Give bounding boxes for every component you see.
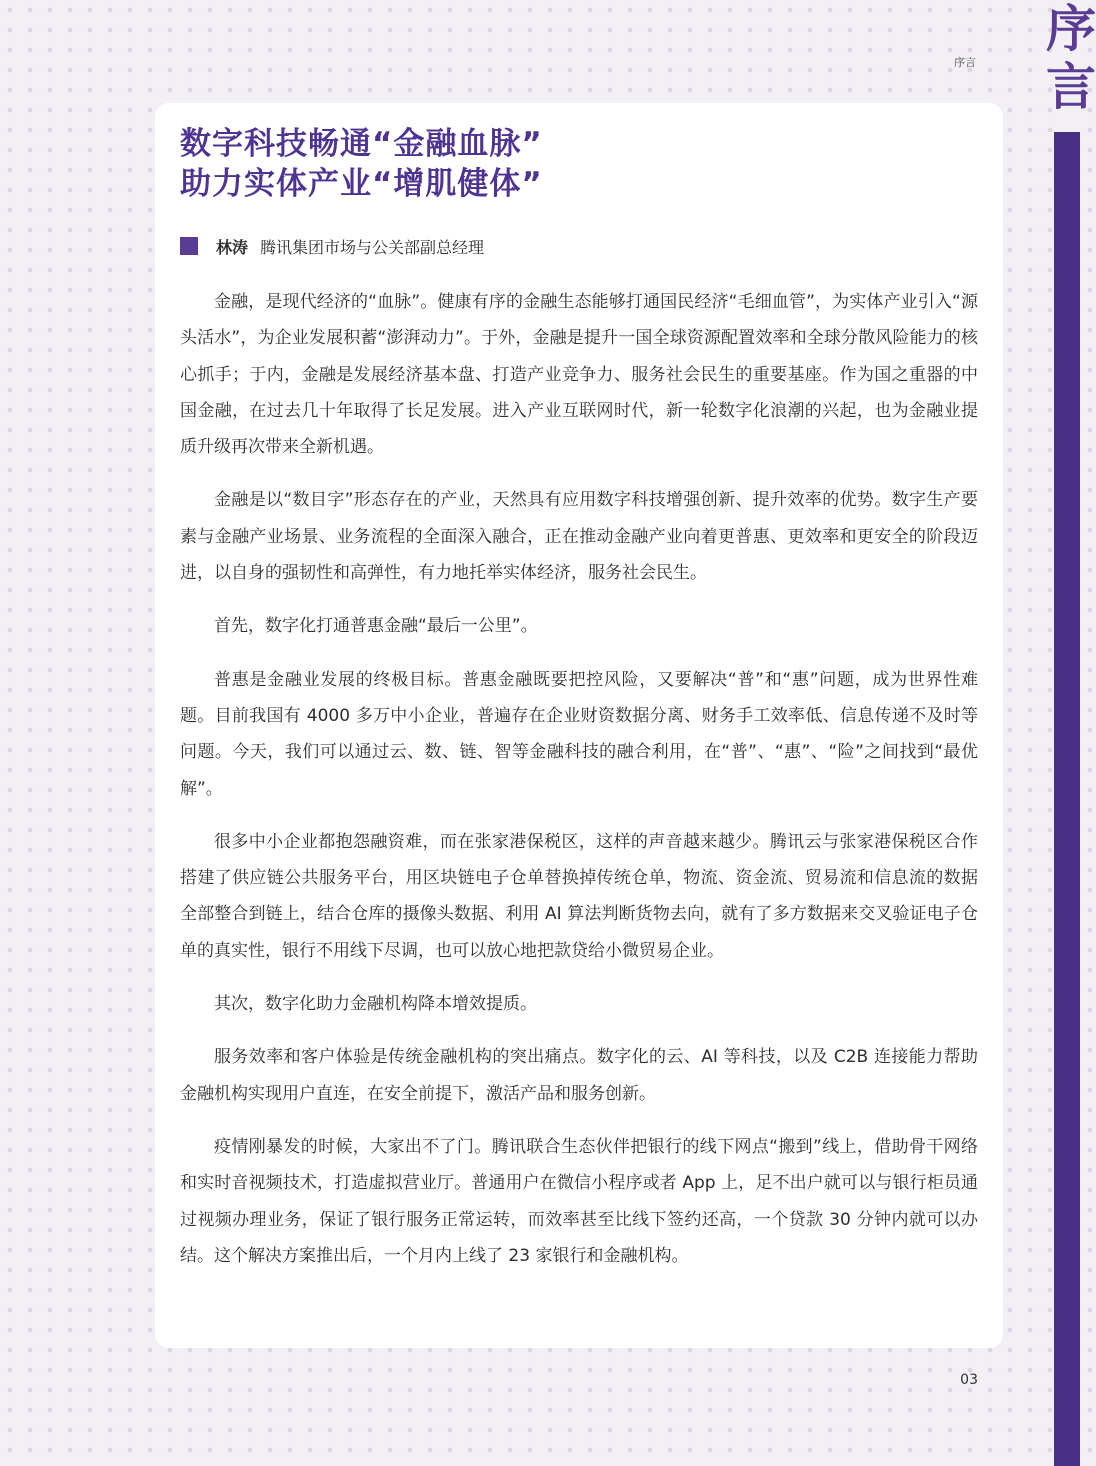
section-label: 序言 — [954, 56, 976, 69]
paragraph: 很多中小企业都抱怨融资难，而在张家港保税区，这样的声音越来越少。腾讯云与张家港保税区合作搭建了供应链公共服务平台，用区块链电子仓单替换掉传统仓单，物流、资金流、贸易流和信息流的数据全部整合到链上，结合仓库的摄像头数据、利用 AI 算法判断货物去向，就有了多方数据来交叉验证电子仓单的真实性，银行不用线下尽调，也可以放心地把款贷给小微贸易企业。 — [180, 831, 978, 961]
author-title: 腾讯集团市场与公关部副总经理 — [260, 237, 485, 257]
paragraph: 首先，数字化打通普惠金融“最后一公里”。 — [214, 616, 538, 637]
side-tab-bar — [1054, 0, 1080, 1466]
paragraph: 其次，数字化助力金融机构降本增效提质。 — [214, 994, 537, 1015]
side-tab-title — [1046, 0, 1096, 116]
author-byline — [180, 234, 484, 258]
paragraph: 普惠是金融业发展的终极目标。普惠金融既要把控风险，又要解决“普”和“惠”问题，成为世界性难题。目前我国有 4000 多万中小企业，普遍存在企业财资数据分离、财务手工效率低、信息传递不及时等问题。今天，我们可以通过云、数、链、智等金融科技的融合利用，在“普”、“惠”、“险”之间找到“最优解”。 — [180, 669, 978, 799]
page-number: 03 — [960, 1372, 978, 1388]
author-marker-icon — [180, 237, 198, 255]
title-line-2: 助力实体产业“增肌健体” — [180, 166, 543, 202]
side-tab-char-1: 序 — [1046, 0, 1096, 58]
title-line-1: 数字科技畅通“金融血脉” — [180, 126, 543, 162]
article-title — [180, 124, 880, 204]
paragraph: 服务效率和客户体验是传统金融机构的突出痛点。数字化的云、AI 等科技，以及 C2B 连接能力帮助金融机构实现用户直连，在安全前提下，激活产品和服务创新。 — [180, 1047, 978, 1104]
author-name: 林涛 — [216, 237, 249, 257]
paragraph: 金融是以“数目字”形态存在的产业，天然具有应用数字科技增强创新、提升效率的优势。数字生产要素与金融产业场景、业务流程的全面深入融合，正在推动金融产业向着更普惠、更效率和更安全的阶段迈进，以自身的强韧性和高弹性，有力地托举实体经济，服务社会民生。 — [180, 490, 978, 584]
side-tab-char-2: 言 — [1046, 58, 1096, 116]
paragraph: 金融，是现代经济的“血脉”。健康有序的金融生态能够打通国民经济“毛细血管”，为实体产业引入“源头活水”，为企业发展积蓄“澎湃动力”。于外，金融是提升一国全球资源配置效率和全球分散风险能力的核心抓手；于内，金融是发展经济基本盘、打造产业竞争力、服务社会民生的重要基座。作为国之重器的中国金融，在过去几十年取得了长足发展。进入产业互联网时代，新一轮数字化浪潮的兴起，也为金融业提质升级再次带来全新机遇。 — [180, 292, 978, 458]
paragraph: 疫情刚暴发的时候，大家出不了门。腾讯联合生态伙伴把银行的线下网点“搬到”线上，借助骨干网络和实时音视频技术，打造虚拟营业厅。普通用户在微信小程序或者 App 上，足不出户就可以与银行柜员通过视频办理业务，保证了银行服务正常运转，而效率甚至比线下签约还高，一个贷款 30 分钟内就可以办结。这个解决方案推出后，一个月内上线了 23 家银行和金融机构。 — [180, 1136, 978, 1266]
article-body — [180, 284, 978, 1291]
